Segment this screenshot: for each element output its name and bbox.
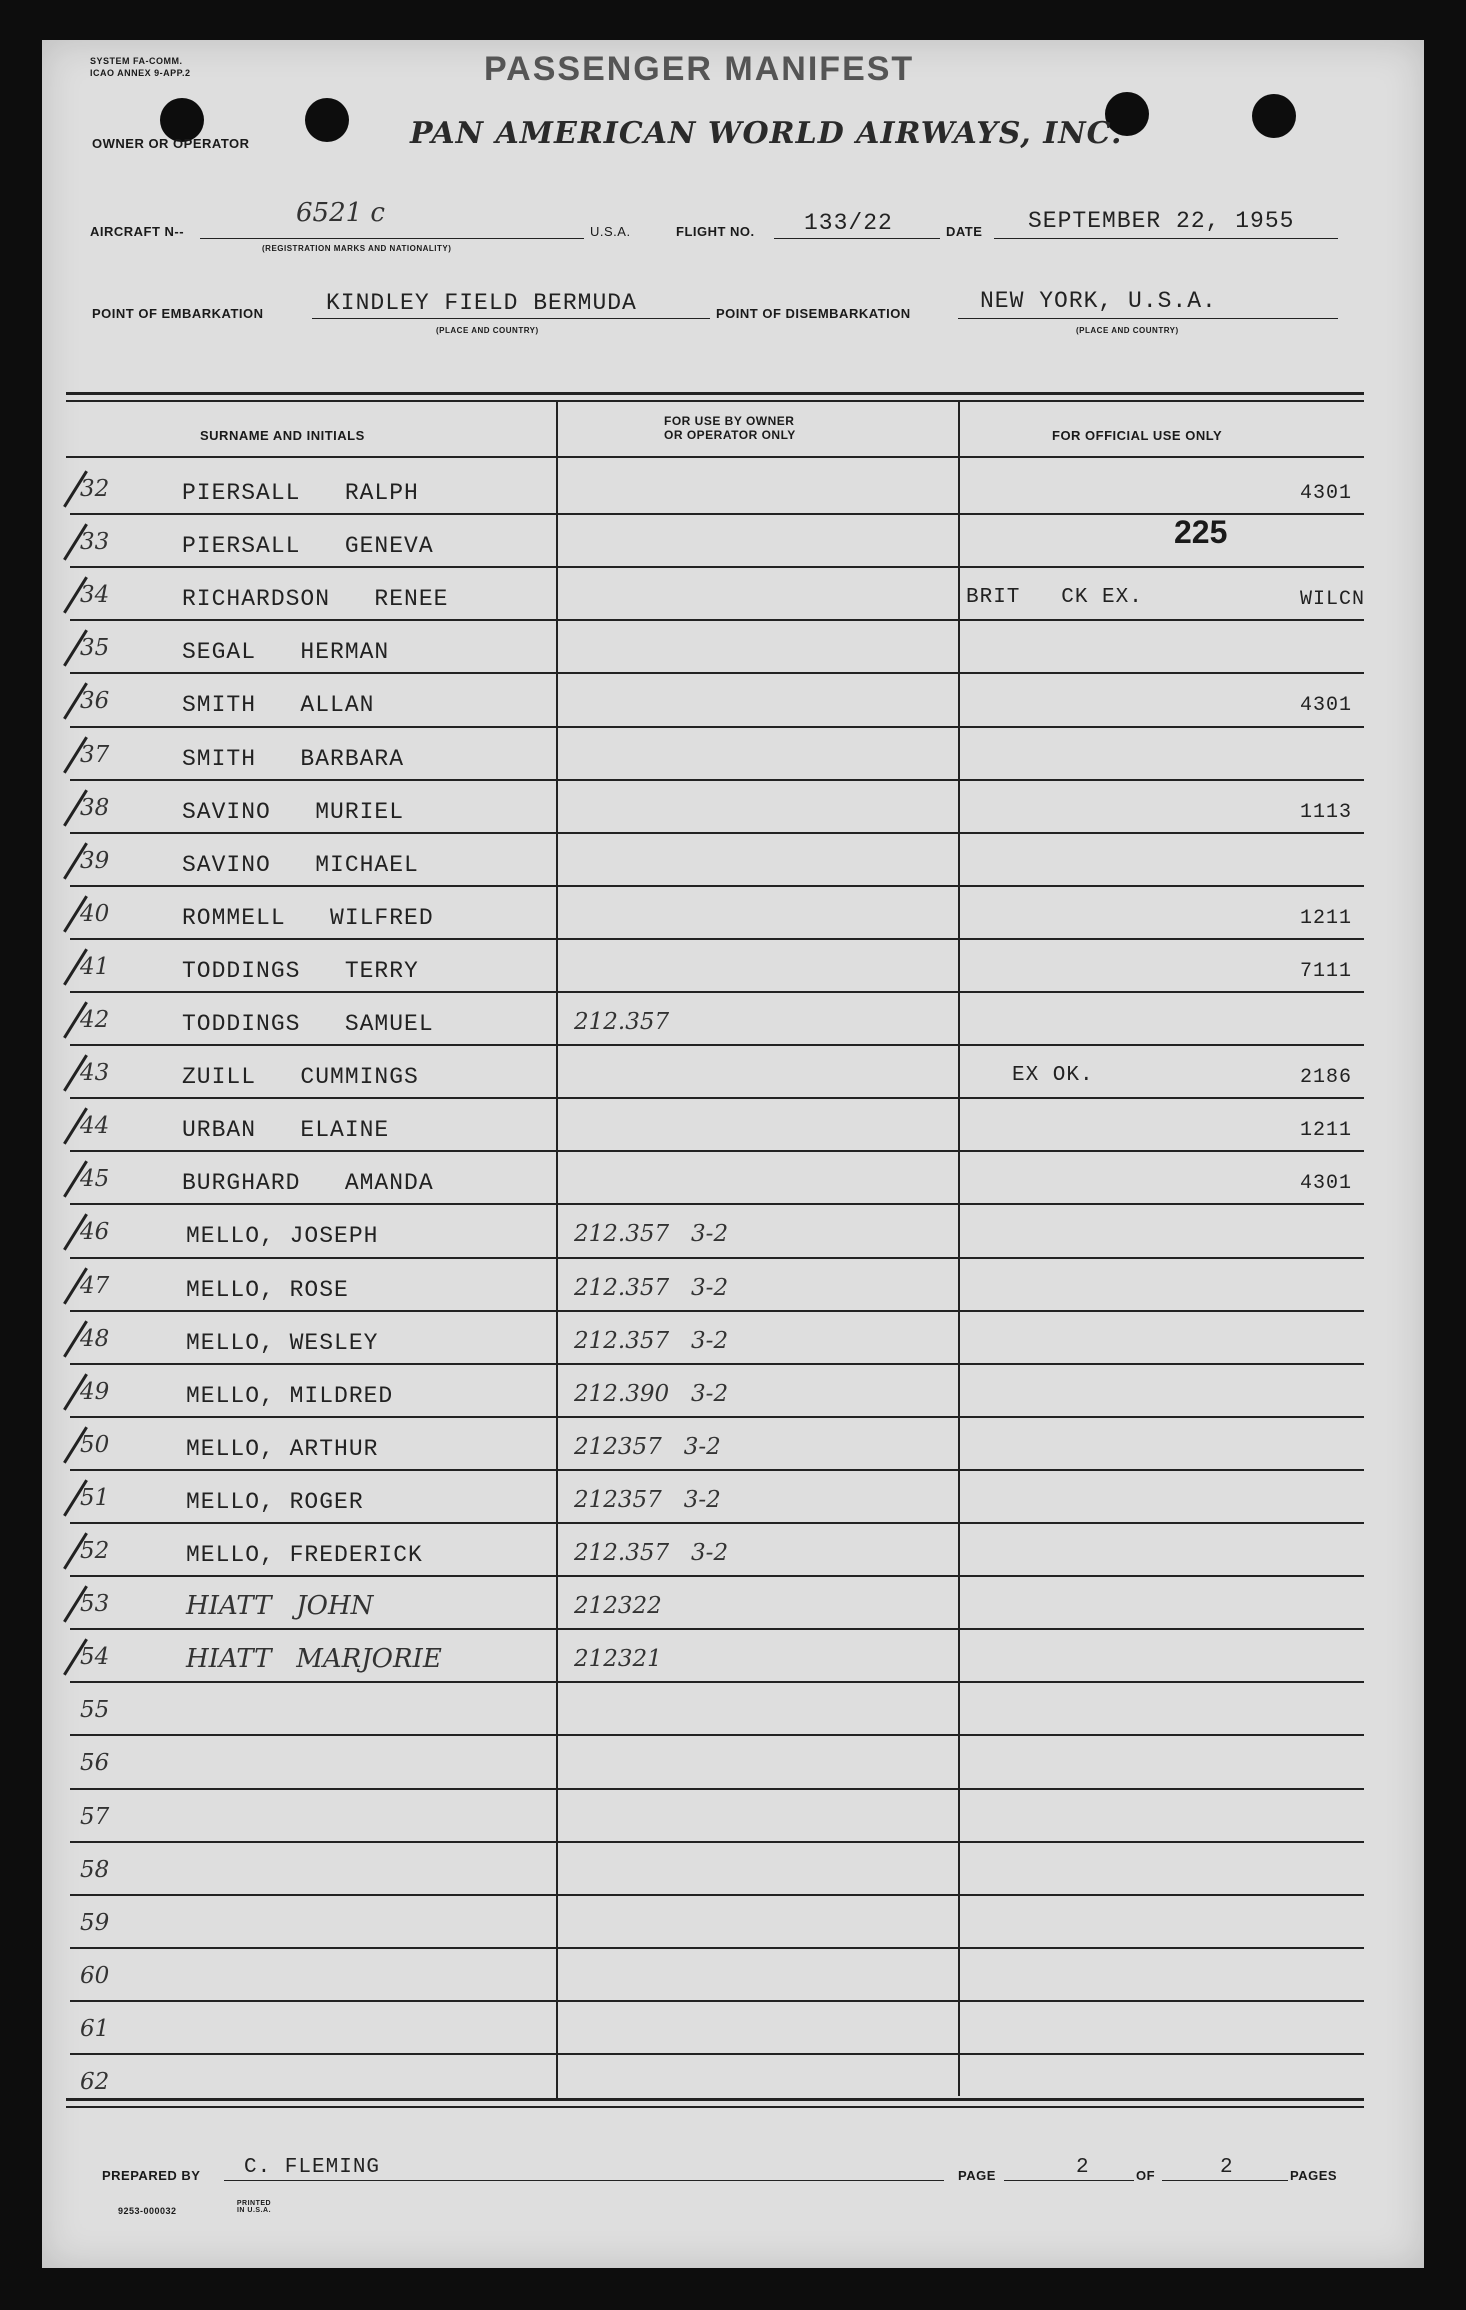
official-code: 7111 xyxy=(1300,959,1353,983)
row-number: 46 xyxy=(80,1219,110,1246)
row-number: 37 xyxy=(80,741,110,768)
of-value: 2 xyxy=(1220,2156,1234,2179)
column-header-owner-1: FOR USE BY OWNER xyxy=(664,414,795,428)
row-rule xyxy=(70,513,1364,515)
row-rule xyxy=(70,672,1364,674)
passenger-name: MELLO, FREDERICK xyxy=(186,1542,423,1568)
row-number: 36 xyxy=(80,688,110,715)
row-rule xyxy=(70,2053,1364,2055)
row-number: 51 xyxy=(80,1484,110,1511)
column-header-owner-2: OR OPERATOR ONLY xyxy=(664,428,796,442)
row-rule xyxy=(70,1203,1364,1205)
prepared-label: PREPARED BY xyxy=(102,2168,201,2183)
passenger-name: SMITH BARBARA xyxy=(182,745,405,772)
owner-use-entry: 212321 xyxy=(574,1646,662,1673)
page-title: PASSENGER MANIFEST xyxy=(484,50,915,88)
passenger-name: MELLO, MILDRED xyxy=(186,1382,394,1409)
passenger-name: MELLO, ROGER xyxy=(186,1488,364,1515)
table-top-rule-2 xyxy=(66,400,1364,402)
row-rule xyxy=(70,832,1364,834)
official-code: WILCN xyxy=(1300,588,1366,612)
row-number: 35 xyxy=(80,635,110,662)
row-number: 52 xyxy=(80,1538,110,1564)
aircraft-sub: (REGISTRATION MARKS AND NATIONALITY) xyxy=(262,244,452,253)
row-rule xyxy=(70,1575,1364,1577)
passenger-name: TODDINGS SAMUEL xyxy=(182,1011,434,1037)
row-number: 53 xyxy=(80,1591,110,1618)
row-rule xyxy=(70,1097,1364,1099)
row-rule xyxy=(70,1257,1364,1259)
passenger-name: PIERSALL GENEVA xyxy=(182,533,434,560)
row-number: 58 xyxy=(80,1856,110,1883)
row-number: 48 xyxy=(80,1325,110,1352)
owner-use-entry: 212.357 3-2 xyxy=(574,1327,729,1354)
row-rule xyxy=(70,1469,1364,1471)
passenger-name: MELLO, WESLEY xyxy=(186,1329,379,1356)
passenger-name: PIERSALL RALPH xyxy=(182,480,419,506)
disembark-sub: (PLACE AND COUNTRY) xyxy=(1076,326,1179,335)
system-stamp-1: SYSTEM FA-COMM. xyxy=(90,56,183,66)
row-number: 47 xyxy=(80,1272,110,1299)
row-rule xyxy=(70,779,1364,781)
row-rule xyxy=(70,1894,1364,1896)
row-rule xyxy=(70,1628,1364,1630)
of-underline xyxy=(1162,2180,1288,2181)
row-rule xyxy=(70,1044,1364,1046)
row-number: 49 xyxy=(80,1378,110,1405)
table-bottom-rule xyxy=(66,2098,1364,2101)
passenger-name: SAVINO MICHAEL xyxy=(182,851,419,878)
prepared-value: C. FLEMING xyxy=(244,2156,381,2179)
official-code: 1211 xyxy=(1300,906,1353,930)
row-number: 54 xyxy=(80,1644,110,1671)
row-rule xyxy=(70,991,1364,993)
official-code: 2186 xyxy=(1300,1066,1353,1090)
embark-sub: (PLACE AND COUNTRY) xyxy=(436,326,539,335)
row-number: 61 xyxy=(80,2015,110,2042)
row-rule xyxy=(70,1788,1364,1790)
column-header-surname: SURNAME AND INITIALS xyxy=(200,428,365,443)
row-number: 42 xyxy=(80,1007,110,1033)
owner-use-entry: 212.357 xyxy=(574,1009,670,1035)
table-top-rule xyxy=(66,392,1364,395)
row-number: 32 xyxy=(80,476,110,502)
row-rule xyxy=(70,1681,1364,1683)
row-number: 34 xyxy=(80,582,110,609)
page-label: PAGE xyxy=(958,2168,996,2183)
row-number: 39 xyxy=(80,847,110,874)
row-number: 50 xyxy=(80,1431,110,1458)
passenger-name: SMITH ALLAN xyxy=(182,692,375,719)
aircraft-label: AIRCRAFT N-- xyxy=(90,224,185,239)
row-rule xyxy=(70,1416,1364,1418)
row-rule xyxy=(70,619,1364,621)
owner-use-entry: 212357 3-2 xyxy=(574,1433,721,1460)
row-rule xyxy=(70,2106,1364,2108)
row-number: 62 xyxy=(80,2069,110,2095)
row-number: 59 xyxy=(80,1909,110,1936)
row-number: 60 xyxy=(80,1962,110,1989)
passenger-name: MELLO, ARTHUR xyxy=(186,1435,379,1462)
owner-use-entry: 212.357 3-2 xyxy=(574,1540,729,1566)
flight-label: FLIGHT NO. xyxy=(676,224,755,239)
embark-label: POINT OF EMBARKATION xyxy=(92,306,264,321)
row-number: 57 xyxy=(80,1803,110,1830)
row-number: 43 xyxy=(80,1060,110,1087)
row-rule xyxy=(70,1150,1364,1152)
row-rule xyxy=(70,1522,1364,1524)
aircraft-underline xyxy=(200,238,584,239)
row-rule xyxy=(70,1841,1364,1843)
punch-hole xyxy=(305,98,349,142)
passenger-name: TODDINGS TERRY xyxy=(182,957,419,984)
owner-use-entry: 212.357 3-2 xyxy=(574,1274,729,1301)
date-underline xyxy=(994,238,1338,239)
of-label: OF xyxy=(1136,2168,1156,2183)
prepared-underline xyxy=(224,2180,944,2181)
owner-use-entry: 212322 xyxy=(574,1593,662,1620)
passenger-name: URBAN ELAINE xyxy=(182,1117,390,1144)
row-number: 38 xyxy=(80,794,110,821)
column-header-official: FOR OFFICIAL USE ONLY xyxy=(1052,428,1223,443)
passenger-name: HIATT MARJORIE xyxy=(186,1644,442,1675)
row-number: 55 xyxy=(80,1697,110,1724)
page-underline xyxy=(1004,2180,1134,2181)
system-stamp-2: ICAO ANNEX 9-APP.2 xyxy=(90,68,191,78)
company-name: PAN AMERICAN WORLD AIRWAYS, INC. xyxy=(410,116,1123,151)
official-code: 1113 xyxy=(1300,800,1353,824)
disembark-label: POINT OF DISEMBARKATION xyxy=(716,306,911,321)
owner-label: OWNER OR OPERATOR xyxy=(92,136,250,151)
passenger-name: MELLO, ROSE xyxy=(186,1276,349,1303)
official-stamp-number: 225 xyxy=(1174,514,1228,550)
flight-value: 133/22 xyxy=(804,210,893,236)
page-value: 2 xyxy=(1076,2156,1090,2179)
row-number: 44 xyxy=(80,1113,110,1140)
row-rule xyxy=(70,566,1364,568)
row-rule xyxy=(70,885,1364,887)
row-number: 56 xyxy=(80,1750,110,1777)
official-code: 4301 xyxy=(1300,1172,1353,1196)
flight-underline xyxy=(774,238,940,239)
passenger-name: ROMMELL WILFRED xyxy=(182,904,434,931)
passenger-name: HIATT JOHN xyxy=(186,1591,374,1622)
row-number: 40 xyxy=(80,900,110,927)
row-rule xyxy=(70,938,1364,940)
passenger-name: MELLO, JOSEPH xyxy=(186,1223,379,1250)
passenger-name: SEGAL HERMAN xyxy=(182,639,390,666)
aircraft-value: 6521 c xyxy=(296,198,385,228)
official-note: EX OK. xyxy=(1012,1064,1094,1088)
form-number: 9253-000032 xyxy=(118,2206,177,2216)
passenger-name: BURGHARD AMANDA xyxy=(182,1170,434,1197)
row-number: 45 xyxy=(80,1166,110,1193)
passenger-name: SAVINO MURIEL xyxy=(182,798,405,825)
embark-value: KINDLEY FIELD BERMUDA xyxy=(326,290,637,316)
usa-label: U.S.A. xyxy=(590,224,631,239)
column-divider-1 xyxy=(556,402,558,2098)
date-label: DATE xyxy=(946,224,983,239)
row-rule xyxy=(70,1310,1364,1312)
pages-label: PAGES xyxy=(1290,2168,1338,2183)
manifest-sheet xyxy=(42,40,1424,2268)
printed-note: PRINTED IN U.S.A. xyxy=(236,2200,272,2214)
disembark-underline xyxy=(958,318,1338,319)
official-code: 4301 xyxy=(1300,694,1353,718)
embark-underline xyxy=(312,318,710,319)
disembark-value: NEW YORK, U.S.A. xyxy=(980,288,1217,314)
owner-use-entry: 212.390 3-2 xyxy=(574,1380,729,1407)
official-code: 1211 xyxy=(1300,1119,1353,1143)
official-code: 4301 xyxy=(1300,482,1353,505)
official-note: BRIT CK EX. xyxy=(966,586,1143,610)
row-rule xyxy=(70,1947,1364,1949)
row-rule xyxy=(70,726,1364,728)
row-rule xyxy=(70,1363,1364,1365)
row-rule xyxy=(70,2000,1364,2002)
row-number: 41 xyxy=(80,953,110,980)
passenger-name: RICHARDSON RENEE xyxy=(182,586,449,613)
punch-hole xyxy=(1252,94,1296,138)
header-bottom-rule xyxy=(66,456,1364,458)
row-number: 33 xyxy=(80,529,110,556)
row-rule xyxy=(70,1734,1364,1736)
passenger-name: ZUILL CUMMINGS xyxy=(182,1064,419,1091)
owner-use-entry: 212.357 3-2 xyxy=(574,1221,729,1248)
owner-use-entry: 212357 3-2 xyxy=(574,1486,721,1513)
date-value: SEPTEMBER 22, 1955 xyxy=(1028,208,1295,234)
